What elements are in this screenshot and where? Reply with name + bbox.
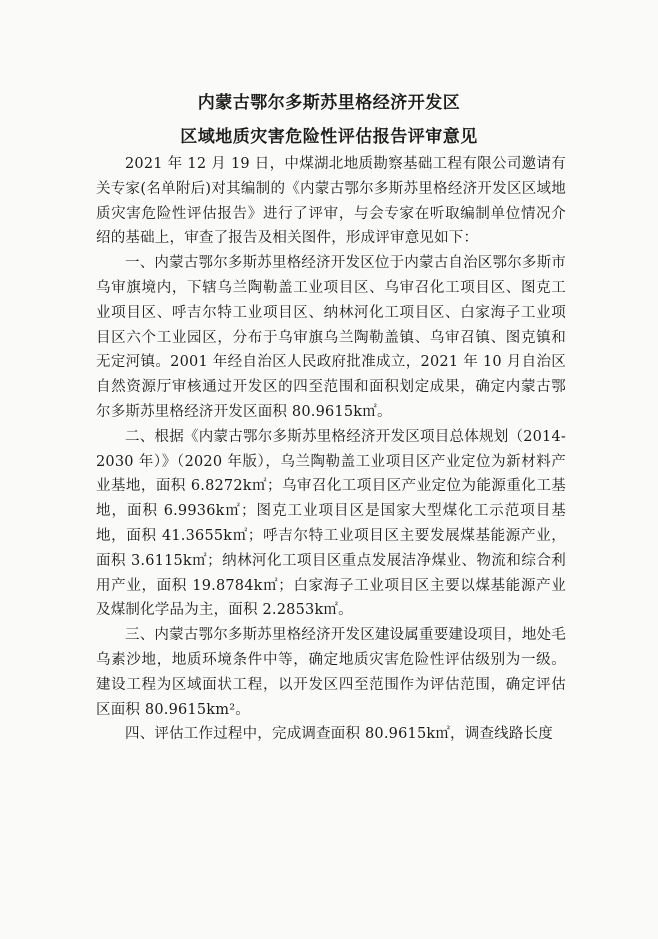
paragraph-section-1: 一、内蒙古鄂尔多斯苏里格经济开发区位于内蒙古自治区鄂尔多斯市乌审旗境内，下辖乌兰陶勒盖工业项目区、乌审召化工项目区、图克工业项目区、呼吉尔特工业项目区、纳林河化工项目区、白家海子工业项目区六个工业园区，分布于乌审旗乌兰陶勒盖镇、乌审召镇、图克镇和无定河镇。2001 年经自治区人民政府批准成立，2021 年 10 月自治区自然资源厅审核通过开发区的四至范围和面积划定成果，确定内蒙古鄂尔多斯苏里格经济开发区面积 80.9615k㎡。	[96, 255, 566, 420]
paragraph-section-4: 四、评估工作过程中，完成调查面积 80.9615k㎡，调查线路长度	[125, 726, 553, 743]
paragraph-section-2: 二、根据《内蒙古鄂尔多斯苏里格经济开发区项目总体规划（2014-2030 年）》（2020 年版），乌兰陶勒盖工业项目区产业定位为新材料产业基地，面积 6.8272k㎡；乌审召化工项目区产业定位为能源重化工基地，面积 6.9936k㎡；图克工业项目区是国家大型煤化工示范项目基地，面积 41.3655k㎡；呼吉尔特工业项目区主要发展煤基能源产业，面积 3.6115k㎡；纳林河化工项目区重点发展洁净煤业、物流和综合利用产业，面积 19.8784k㎡；白家海子工业项目区主要以煤基能源产业及煤制化学品为主，面积 2.2853k㎡。	[96, 428, 566, 619]
paragraph-section-3: 三、内蒙古鄂尔多斯苏里格经济开发区建设属重要建设项目，地处毛乌素沙地，地质环境条件中等，确定地质灾害危险性评估级别为一级。建设工程为区域面状工程，以开发区四至范围作为评估范围，确定评估区面积 80.9615km²。	[96, 627, 566, 718]
document-title-line-1: 内蒙古鄂尔多斯苏里格经济开发区	[197, 93, 461, 113]
document-title-line-2: 区域地质灾害危险性评估报告评审意见	[180, 127, 478, 147]
paragraph-intro: 2021 年 12 月 19 日，中煤湖北地质勘察基础工程有限公司邀请有关专家(名单附后)对其编制的《内蒙古鄂尔多斯苏里格经济开发区区域地质灾害危险性评估报告》进行了评审，与会专家在听取编制单位情况介绍的基础上，审查了报告及相关图件，形成评审意见如下：	[96, 156, 566, 247]
document-body	[96, 152, 566, 747]
